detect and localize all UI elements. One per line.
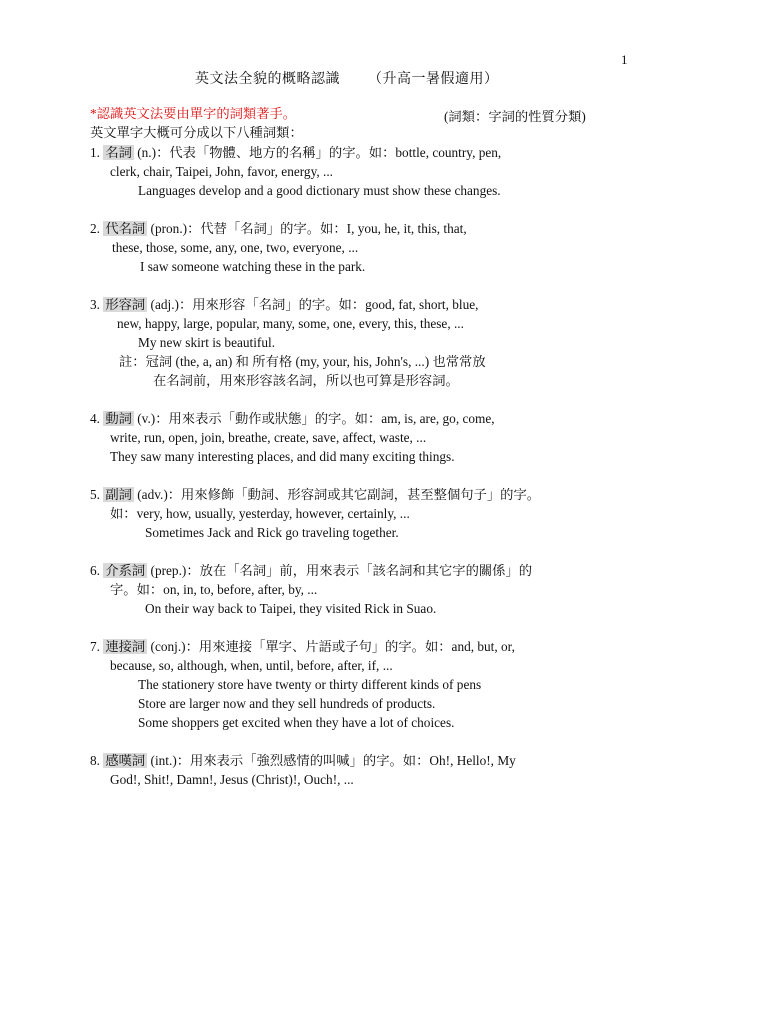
- section-number: 7.: [90, 639, 100, 654]
- section-3-note-2: 在名詞前，用來形容該名詞，所以也可算是形容詞。: [153, 373, 459, 388]
- section-term: 副詞: [105, 487, 132, 502]
- section-5-example: Sometimes Jack and Rick go traveling together.: [145, 525, 399, 540]
- section-8-line-2: God!, Shit!, Damn!, Jesus (Christ)!, Ouch!, ...: [110, 772, 354, 787]
- section-6-header: [90, 562, 532, 580]
- section-term: 連接詞: [105, 639, 146, 654]
- document-title: [195, 68, 499, 88]
- section-2-header: [90, 220, 467, 238]
- section-line: (prep.)：放在「名詞」前，用來表示「該名詞和其它字的關係」的: [150, 563, 533, 578]
- section-3-note: 註：冠詞 (the, a, an) 和 所有格 (my, your, his, John's, ...) 也常常放: [119, 354, 486, 369]
- section-3-example: My new skirt is beautiful.: [138, 335, 276, 350]
- section-number: 4.: [90, 411, 100, 426]
- section-term: 動詞: [105, 411, 132, 426]
- section-2-line-2: these, those, some, any, one, two, everyone, ...: [112, 240, 359, 255]
- section-term: 形容詞: [105, 297, 146, 312]
- section-1-line-2: clerk, chair, Taipei, John, favor, energy, ...: [110, 164, 333, 179]
- section-7-header: [90, 638, 515, 656]
- section-line: (int.)：用來表示「強烈感情的叫喊」的字。如：Oh!, Hello!, My: [150, 753, 516, 768]
- section-number: 1.: [90, 145, 100, 160]
- section-number: 8.: [90, 753, 100, 768]
- section-1-header: [90, 144, 501, 162]
- section-4-example: They saw many interesting places, and did many exciting things.: [110, 449, 455, 464]
- section-7-example-3: Some shoppers get excited when they have a lot of choices.: [138, 715, 455, 730]
- section-4-line-2: write, run, open, join, breathe, create, save, affect, waste, ...: [110, 430, 427, 445]
- section-2-example: I saw someone watching these in the park.: [140, 259, 366, 274]
- section-number: 5.: [90, 487, 100, 502]
- section-3-line-2: new, happy, large, popular, many, some, one, every, this, these, ...: [117, 316, 464, 331]
- subtitle-text: （升高一暑假適用）: [368, 72, 499, 87]
- intro-red-text: *認識英文法要由單字的詞類著手。: [90, 106, 297, 121]
- section-7-example-1: The stationery store have twenty or thirty different kinds of pens: [138, 677, 482, 692]
- section-term: 名詞: [105, 145, 132, 160]
- section-5-header: [90, 486, 540, 504]
- section-line: (adv.)：用來修飾「動詞、形容詞或其它副詞，甚至整個句子」的字。: [137, 487, 541, 502]
- page-number: 1: [621, 52, 628, 67]
- section-3-header: [90, 296, 479, 314]
- section-6-line-2: 字。如：on, in, to, before, after, by, ...: [110, 582, 318, 597]
- section-line: (pron.)：代替「名詞」的字。如：I, you, he, it, this, that,: [150, 221, 467, 236]
- section-term: 代名詞: [105, 221, 146, 236]
- section-number: 2.: [90, 221, 100, 236]
- section-7-line-2: because, so, although, when, until, before, after, if, ...: [110, 658, 393, 673]
- intro-line: 英文單字大概可分成以下八種詞類：: [90, 125, 303, 140]
- section-number: 3.: [90, 297, 100, 312]
- section-term: 介系詞: [105, 563, 146, 578]
- section-line: (adj.)：用來形容「名詞」的字。如：good, fat, short, blue,: [150, 297, 479, 312]
- section-4-header: [90, 410, 495, 428]
- section-6-example: On their way back to Taipei, they visited Rick in Suao.: [145, 601, 437, 616]
- section-number: 6.: [90, 563, 100, 578]
- section-7-example-2: Store are larger now and they sell hundreds of products.: [138, 696, 436, 711]
- section-1-example: Languages develop and a good dictionary must show these changes.: [138, 183, 501, 198]
- section-line: (conj.)：用來連接「單字、片語或子句」的字。如：and, but, or,: [150, 639, 515, 654]
- intro-note: (詞類：字詞的性質分類): [444, 109, 586, 124]
- section-term: 感嘆詞: [105, 753, 146, 768]
- section-line: (n.)：代表「物體、地方的名稱」的字。如：bottle, country, pen,: [137, 145, 502, 160]
- section-line: (v.)：用來表示「動作或狀態」的字。如：am, is, are, go, come,: [137, 411, 495, 426]
- title-text: 英文法全貌的概略認識: [195, 72, 340, 87]
- section-8-header: [90, 752, 516, 770]
- section-5-line-2: 如：very, how, usually, yesterday, however, certainly, ...: [110, 506, 410, 521]
